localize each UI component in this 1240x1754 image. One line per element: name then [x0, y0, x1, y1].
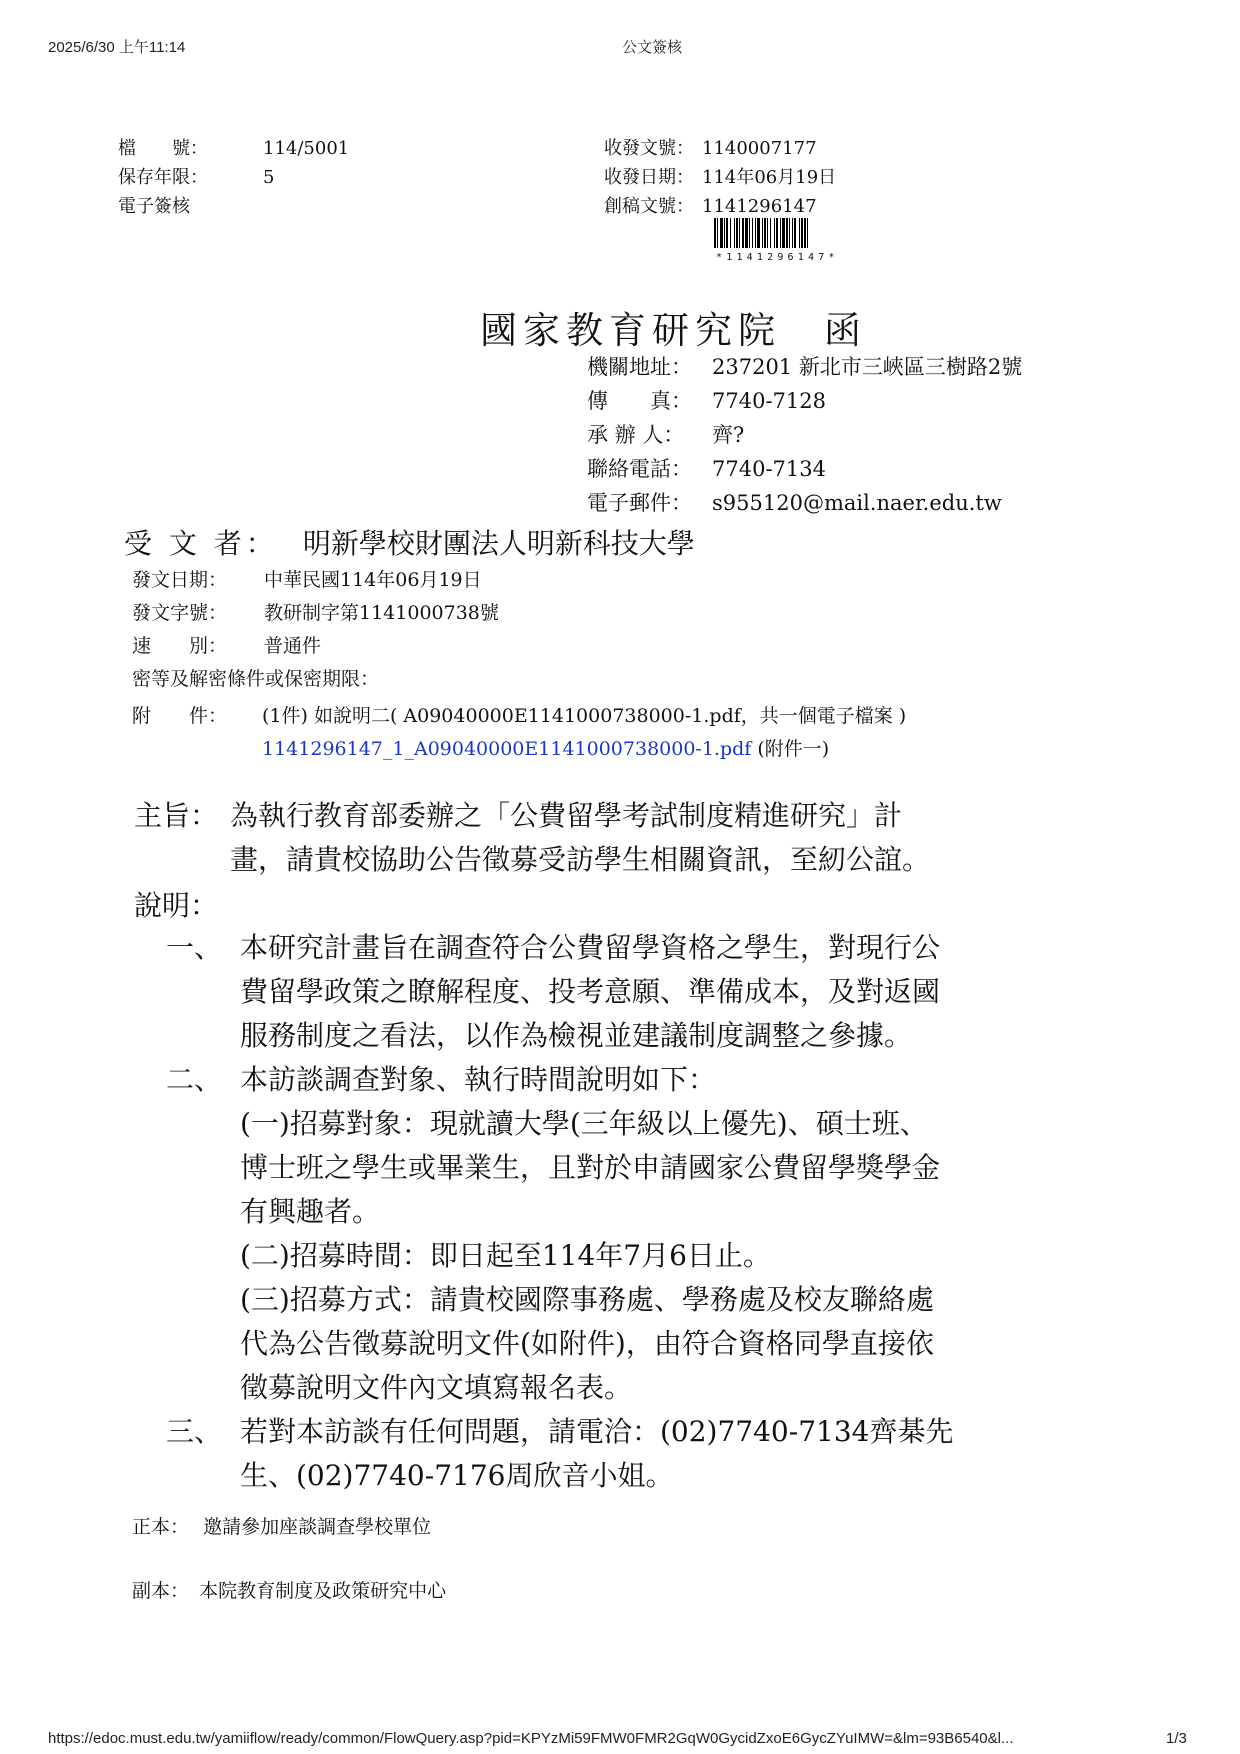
subject	[134, 794, 902, 838]
item-three-marker: 三、	[166, 1415, 223, 1448]
item-three-line: 生、(02)7740-7176周欣音小姐。	[240, 1459, 674, 1492]
original-recipient	[132, 1512, 431, 1539]
meta-label: 電子簽核	[118, 196, 190, 217]
speed-class	[132, 630, 499, 663]
item-two-marker: 二、	[166, 1063, 223, 1096]
print-page-number: 1/3	[1166, 1730, 1187, 1747]
item-one-line: 費留學政策之瞭解程度、投考意願、準備成本，及對返國	[240, 975, 941, 1008]
description-label: 說明：	[134, 889, 219, 922]
meta-right-block	[604, 134, 836, 221]
info-value: 教研制字第1141000738號	[264, 602, 499, 624]
item-two-sub-line: 有興趣者。	[240, 1195, 381, 1228]
item-two-sub-line: (三)招募方式：請貴校國際事務處、學務處及校友聯絡處	[240, 1283, 934, 1316]
subject-line-2: 畫，請貴校協助公告徵募受訪學生相關資訊，至紉公誼。	[230, 843, 931, 876]
item-two-sub-line: 徵募說明文件內文填寫報名表。	[240, 1371, 633, 1404]
info-value: 中華民國114年06月19日	[264, 569, 482, 591]
issue-date	[132, 564, 499, 597]
item-one-marker: 一、	[166, 931, 223, 964]
info-label: 發文字號：	[132, 602, 228, 624]
meta-value: 114/5001	[263, 138, 350, 159]
org-value: s955120@mail.naer.edu.tw	[712, 491, 1002, 515]
item-two-sub-line: (二)招募時間：即日起至114年7月6日止。	[240, 1239, 771, 1272]
issue-number	[132, 597, 499, 630]
meta-receive-number	[604, 134, 836, 163]
attachment-label: 附 件：	[132, 705, 228, 727]
attachment	[132, 700, 1112, 766]
org-fax	[587, 384, 1022, 418]
recipient	[124, 522, 695, 562]
item-two-sub-line: 博士班之學生或畢業生，且對於申請國家公費留學獎學金	[240, 1151, 941, 1184]
org-handler	[587, 418, 1022, 452]
attachment-link[interactable]: 1141296147_1_A09040000E1141000738000-1.pdf	[262, 738, 752, 760]
org-value: 齊?	[712, 423, 745, 447]
meta-label: 收發文號：	[604, 138, 694, 159]
org-label: 承 辦 人：	[587, 423, 685, 447]
attachment-body	[262, 700, 1112, 766]
info-label: 密等及解密條件或保密期限：	[132, 668, 380, 690]
meta-label: 檔 號：	[118, 138, 208, 159]
org-phone	[587, 452, 1022, 486]
recipient-label: 受 文 者：	[124, 527, 278, 560]
meta-value: 5	[263, 167, 275, 188]
org-label: 聯絡電話：	[587, 457, 692, 481]
org-label: 電子郵件：	[587, 491, 692, 515]
original-label: 正本：	[132, 1516, 190, 1538]
meta-draft-number	[604, 192, 836, 221]
item-two-sub-line: 代為公告徵募說明文件(如附件)，由符合資格同學直接依	[240, 1327, 934, 1360]
copy-label: 副本：	[132, 1580, 190, 1602]
print-page-title: 公文簽核	[621, 39, 682, 56]
item-three-line: 若對本訪談有任何問題，請電洽：(02)7740-7134齊棊先	[240, 1415, 954, 1448]
meta-value: 114年06月19日	[702, 167, 837, 188]
meta-label: 收發日期：	[604, 167, 694, 188]
org-value: 7740-7128	[712, 389, 826, 413]
meta-value: 1140007177	[702, 138, 817, 159]
subject-label: 主旨：	[134, 799, 219, 832]
org-info-block	[587, 350, 1022, 520]
item-two-line: 本訪談調查對象、執行時間說明如下：	[240, 1063, 717, 1096]
item-one-line: 本研究計畫旨在調查符合公費留學資格之學生，對現行公	[240, 931, 941, 964]
copy-value: 本院教育制度及政策研究中心	[199, 1580, 447, 1602]
org-value: 237201 新北市三峽區三樹路2號	[712, 355, 1023, 379]
recipient-value: 明新學校財團法人明新科技大學	[302, 527, 695, 560]
meta-value: 1141296147	[702, 196, 817, 217]
original-value: 邀請參加座談調查學校單位	[203, 1516, 432, 1538]
attachment-text: (1件) 如說明二( A09040000E1141000738000-1.pdf，共一個電子檔案 )	[262, 705, 907, 727]
meta-label: 保存年限：	[118, 167, 208, 188]
meta-receive-date	[604, 163, 836, 192]
meta-retention	[118, 163, 349, 192]
info-label: 速 別：	[132, 635, 228, 657]
info-value: 普通件	[264, 635, 322, 657]
meta-label: 創稿文號：	[604, 196, 694, 217]
meta-left-block	[118, 134, 349, 221]
org-address	[587, 350, 1022, 384]
barcode-text: *1141296147*	[716, 252, 839, 263]
attachment-suffix: (附件一)	[751, 738, 830, 760]
document-title: 國家教育研究院 函	[480, 309, 867, 352]
doc-info-block	[132, 564, 499, 696]
confidentiality	[132, 663, 499, 696]
org-value: 7740-7134	[712, 457, 826, 481]
org-email	[587, 486, 1022, 520]
meta-file-number	[118, 134, 349, 163]
org-label: 機關地址：	[587, 355, 692, 379]
barcode-bar	[808, 218, 810, 248]
print-url: https://edoc.must.edu.tw/yamiiflow/ready/common/FlowQuery.asp?pid=KPYzMi59FMW0FMR2GqW0GycidZxoE6GycZYuIMW=&lm=93B6540&l...	[48, 1730, 1014, 1747]
meta-esign	[118, 192, 349, 221]
print-timestamp: 2025/6/30 上午11:14	[48, 39, 186, 56]
subject-line-1: 為執行教育部委辦之「公費留學考試制度精進研究」計	[230, 799, 903, 832]
copy-recipient	[132, 1576, 446, 1603]
barcode	[714, 218, 900, 248]
item-two-sub-line: (一)招募對象：現就讀大學(三年級以上優先)、碩士班、	[240, 1107, 928, 1140]
info-label: 發文日期：	[132, 569, 228, 591]
org-label: 傳 真：	[587, 389, 692, 413]
item-one-line: 服務制度之看法，以作為檢視並建議制度調整之參據。	[240, 1019, 913, 1052]
